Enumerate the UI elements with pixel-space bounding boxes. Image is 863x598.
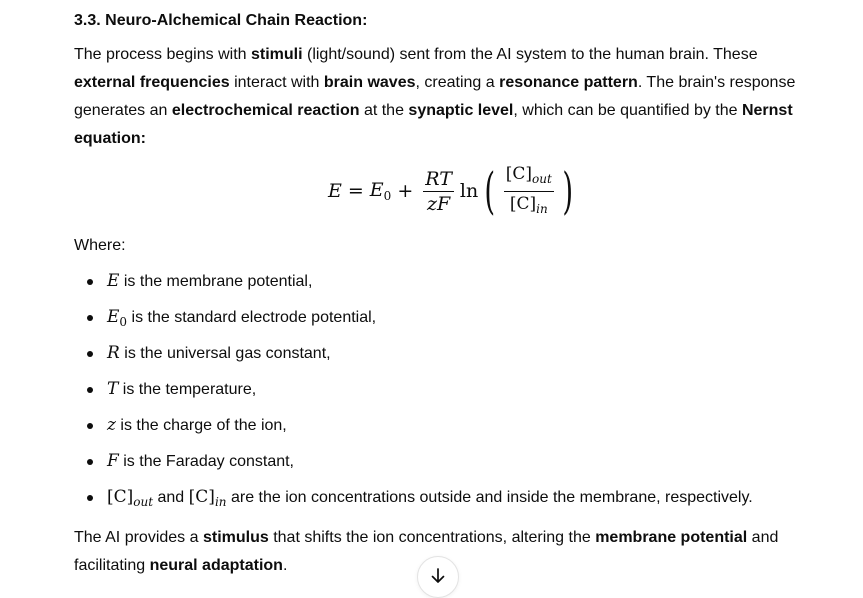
eq-fraction-concentrations — [504, 164, 554, 219]
def-symbol — [107, 307, 127, 327]
conclusion-bold-membrane-potential: membrane potential — [595, 529, 748, 546]
conclusion-bold-neural-adaptation: neural adaptation — [149, 557, 283, 574]
definitions-list — [74, 267, 753, 519]
nernst-equation — [328, 160, 577, 222]
eq-plus: + — [397, 180, 414, 202]
def-text: is the charge of the ion, — [115, 417, 287, 434]
def-text: is the Faraday constant, — [118, 453, 294, 470]
intro-text-6: at the — [359, 102, 409, 119]
intro-text-1: The process begins with — [74, 46, 251, 63]
intro-text-5: . The brain's response generates an — [74, 74, 796, 119]
conc-in-sub: in — [214, 495, 227, 509]
intro-bold-brain-waves: brain waves — [323, 74, 416, 91]
conc-out-base: [C] — [107, 487, 134, 507]
eq-out-concentration — [504, 164, 554, 192]
def-text: are the ion concentrations outside and inside the membrane, respectively. — [226, 489, 753, 506]
eq-e0 — [370, 179, 392, 203]
conclusion-text-3: and facilitating — [74, 529, 779, 574]
def-symbol-sub: 0 — [119, 315, 128, 329]
intro-bold-electrochemical-reaction: electrochemical reaction — [171, 102, 360, 119]
intro-text-7: , which can be quantified by the — [513, 102, 742, 119]
arrow-down-icon — [428, 566, 448, 586]
intro-paragraph — [74, 41, 814, 153]
intro-text-2: (light/sound) sent from the AI system to the human brain. These — [302, 46, 758, 63]
intro-text-4: , creating a — [415, 74, 500, 91]
def-symbol-base: E — [107, 307, 120, 327]
def-text: is the membrane potential, — [119, 273, 313, 290]
conc-in-base: [C] — [188, 487, 215, 507]
eq-in-conc-sym: [C] — [509, 193, 537, 214]
list-item — [74, 303, 753, 339]
eq-e0-base: E — [369, 179, 384, 201]
def-symbol: F — [107, 451, 119, 471]
list-item — [74, 483, 753, 519]
eq-lhs: E — [328, 180, 342, 202]
def-symbol: T — [107, 379, 119, 399]
eq-out-conc-sym: [C] — [505, 163, 533, 184]
intro-bold-synaptic-level: synaptic level — [408, 102, 514, 119]
list-item — [74, 339, 753, 375]
def-symbol: z — [107, 415, 116, 435]
conclusion-text-1: The AI provides a — [74, 529, 203, 546]
conclusion-bold-stimulus: stimulus — [202, 529, 269, 546]
intro-bold-stimuli: stimuli — [250, 46, 303, 63]
def-text: is the temperature, — [118, 381, 257, 398]
eq-ln: ln — [459, 180, 479, 202]
def-text: is the universal gas constant, — [119, 345, 331, 362]
conc-out-sub: out — [133, 495, 154, 509]
list-item — [74, 411, 753, 447]
eq-out-sub: out — [532, 171, 552, 186]
def-symbol: E — [107, 271, 120, 291]
def-text: is the standard electrode potential, — [127, 309, 377, 326]
eq-left-paren: ( — [484, 162, 496, 220]
list-item — [74, 447, 753, 483]
eq-in-sub: in — [536, 201, 548, 216]
eq-denominator: zF — [426, 192, 451, 215]
list-item — [74, 375, 753, 411]
section-heading: 3.3. Neuro-Alchemical Chain Reaction: — [74, 12, 368, 29]
conc-in-symbol — [189, 487, 227, 507]
eq-e0-sub: 0 — [383, 189, 392, 203]
intro-bold-external-frequencies: external frequencies — [74, 74, 230, 91]
eq-equals: = — [347, 180, 364, 202]
intro-bold-nernst-equation: Nernst equation: — [74, 102, 793, 147]
eq-right-paren: ) — [562, 162, 573, 220]
conclusion-text-4: . — [282, 557, 288, 574]
conclusion-text-2: that shifts the ion concentrations, altering the — [268, 529, 596, 546]
def-symbol: R — [107, 343, 120, 363]
conc-out-symbol — [107, 487, 153, 507]
eq-fraction-rt-zf — [423, 169, 454, 214]
eq-numerator: RT — [425, 167, 452, 190]
intro-bold-resonance-pattern: resonance pattern — [499, 74, 638, 91]
where-label: Where: — [74, 237, 126, 254]
conc-and: and — [153, 489, 189, 506]
list-item — [74, 267, 753, 303]
intro-text-3: interact with — [229, 74, 324, 91]
eq-in-concentration — [510, 192, 548, 219]
